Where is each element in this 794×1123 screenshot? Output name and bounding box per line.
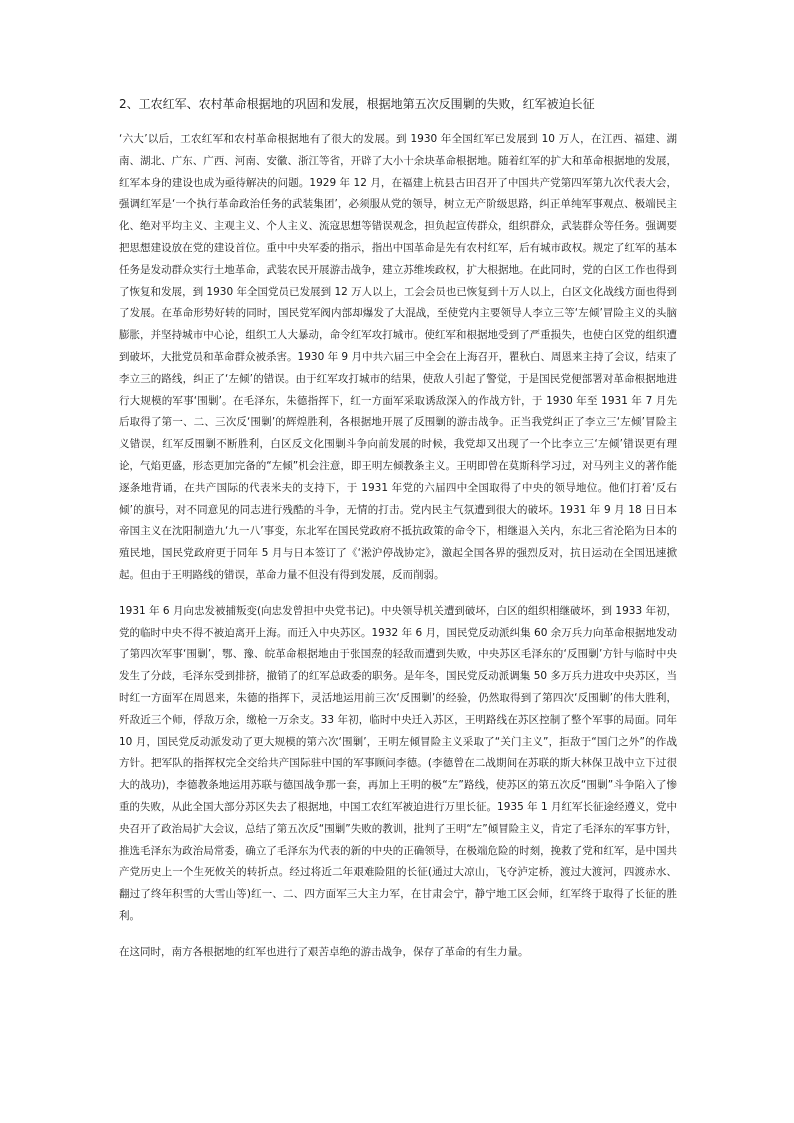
paragraph-fifth-encirclement-long-march: 1931 年 6 月向忠发被捕叛变(向忠发曾担中央党书记)。中央领导机关遭到破坏，白区的组织相继破坏，到 1933 年初，党的临时中央不得不被迫离开上海。而迁入中央苏区。1932 年 6 月，国民党反动派纠集 60 余万兵力向革命根据地发动了第四次军事‘围剿’，鄂、豫、皖革命根据地由于张国焘的轻敌而遭到失败，中央苏区毛泽东的‘反围剿’方针与临时中央发生了分歧，毛泽东受到排挤，撤销了的红军总政委的职务。是年冬，国民党反动派调集 50 多万兵力进攻中央苏区，当时红一方面军在周恩来，朱德的指挥下，灵活地运用前三次‘反围剿’的经验，仍然取得到了第四次‘反围剿’的伟大胜利，歼敌近三个师，俘敌万余，缴枪一万余支。33 年初，临时中央迁入苏区，王明路线在苏区控制了整个军事的局面。同年 10 月，国民党反动派发动了更大规模的第六次‘围剿’，王明左倾冒险主义采取了“关门主义”，拒敌于“国门之外”的作战方针。把军队的指挥权完全交给共产国际驻中国的军事顾问李德。(李德曾在二战期间在苏联的斯大林保卫战中立下过很大的战功)，李德教条地运用苏联与德国战争那一套，再加上王明的极“左”路线，使苏区的第五次反“围剿”斗争陷入了惨重的失败，从此全国大部分苏区失去了根据地，中国工农红军被迫进行万里长征。1935 年 1 月红军长征途经遵义，党中央召开了政治局扩大会议，总结了第五次反“围剿”失败的教训，批判了王明“左”倾冒险主义，肯定了毛泽东的军事方针，推选毛泽东为政治局常委，确立了毛泽东为代表的新的中央的正确领导，在极端危险的时刻，挽救了党和红军，是中国共产党历史上一个生死攸关的转折点。经过将近二年艰难险阻的长征(通过大凉山，飞夺泸定桥，渡过大渡河，四渡赤水、翻过了终年积雪的大雪山等)红一、二、四方面军三大主力军，在甘肃会宁，静宁地工区会师，红军终于取得了长征的胜利。 [119, 604, 677, 922]
section-heading: 2、工农红军、农村革命根据地的巩固和发展，根据地第五次反围剿的失败，红军被迫长征 [119, 97, 595, 111]
paragraph-red-army-development: ‘六大’以后，工农红军和农村革命根据地有了很大的发展。到 1930 年全国红军已发展到 10 万人，在江西、福建、湖南、湖北、广东、广西、河南、安徽、浙江等省，开辟了大小十余块革命根据地。随着红军的扩大和革命根据地的发展，红军本身的建设也成为亟待解决的问题。1929 年 12 月，在福建上杭县古田召开了中国共产党第四军第九次代表大会，强调红军是‘一个执行革命政治任务的武装集团’，必须服从党的领导，树立无产阶级思路，纠正单纯军事观点、极端民主化、绝对平均主义、主观主义、个人主义、流寇思想等错误观念，担负起宣传群众，组织群众，武装群众等任务。强调要把思想建设放在党的建设首位。重中中央军委的指示，指出中国革命是先有农村红军，后有城市政权。规定了红军的基本任务是发动群众实行土地革命，武装农民开展游击战争，建立苏维埃政权，扩大根据地。在此同时，党的白区工作也得到了恢复和发展，到 1930 年全国党员已发展到 12 万人以上，工会会员也已恢复到十万人以上，白区文化战线方面也得到了发展。在革命形势好转的同时，国民党军阀内部却爆发了大混战，至使党内主要领导人李立三等‘左倾’冒险主义的头脑膨胀，并坚持城市中心论，组织工人大暴动，命令红军攻打城市。使红军和根据地受到了严重损失，也使白区党的组织遭到破坏，大批党员和革命群众被杀害。1930 年 9 月中共六届三中全会在上海召开，瞿秋白、周恩来主持了会议，结束了李立三的路线，纠正了‘左倾’的错误。由于红军攻打城市的结果，使敌人引起了警觉，于是国民党便部署对革命根据地进行大规模的军事‘围剿’。在毛泽东，朱德指挥下，红一方面军采取诱敌深入的作战方针，于 1930 年至 1931 年 7 月先后取得了第一、二、三次反‘围剿’的辉煌胜利，各根据地开展了反围剿的游击战争。正当我党纠正了李立三‘左倾’冒险主义错误，红军反围剿不断胜利，白区反文化围剿斗争向前发展的时候，我党却又出现了一个比李立三‘左倾’错误更有理论，气焰更盛，形态更加完备的“左倾”机会注意，即王明左倾教条主义。王明即曾在莫斯科学习过，对马列主义的著作能逐条地背诵，在共产国际的代表米夫的支持下，于 1931 年党的六届四中全国取得了中央的领导地位。他们打着‘反右倾’的旗号，对不同意见的同志进行残酷的斗争，无情的打击。党内民主气氛遭到很大的破坏。1931 年 9 月 18 日日本帝国主义在沈阳制造九‘九一八’事变，东北军在国民党政府不抵抗政策的命令下，相继退入关内，东北三省沦陷为日本的殖民地，国民党政府更于同年 5 月与日本签订了《‘淞沪停战协定》，激起全国各界的强烈反对，抗日运动在全国迅速掀起。但由于王明路线的错误，革命力量不但没有得到发展，反而削弱。 [119, 133, 677, 581]
document-page [119, 95, 677, 977]
paragraph-southern-guerrilla: 在这同时，南方各根据地的红军也进行了艰苦卓绝的游击战争，保存了革命的有生力量。 [119, 945, 529, 958]
